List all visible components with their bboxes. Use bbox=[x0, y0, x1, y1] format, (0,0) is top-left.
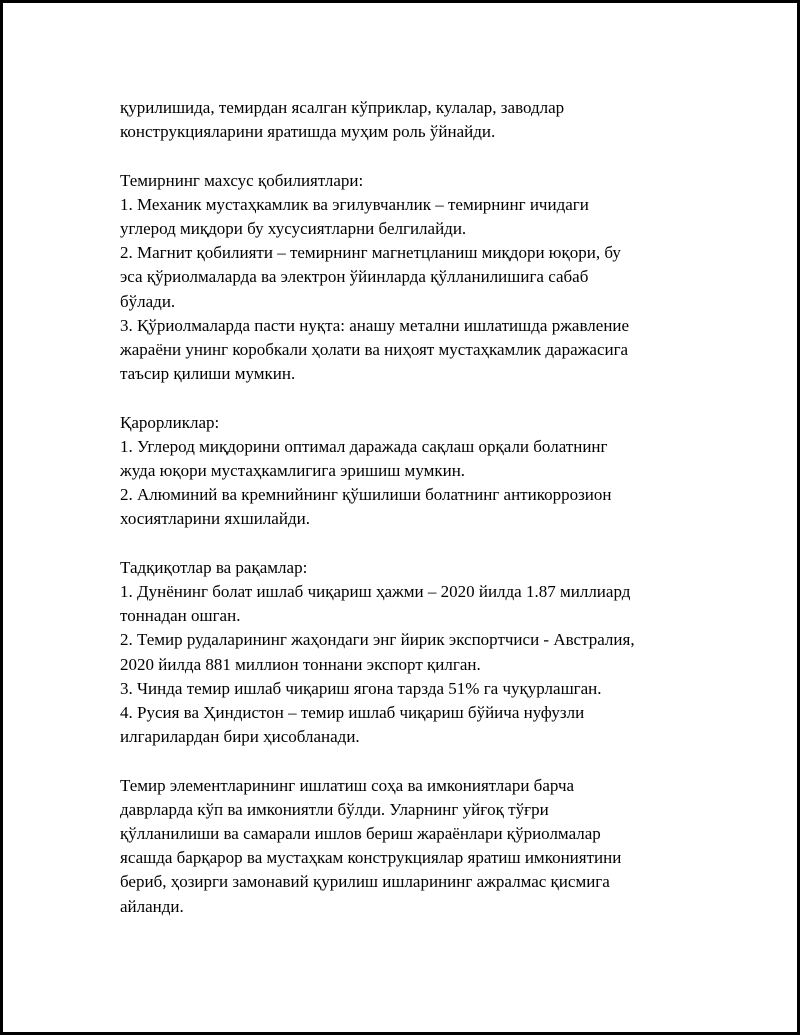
list-item-line: 3. Қўриолмаларда пасти нуқта: анашу метални ишлатишда ржавление bbox=[120, 315, 630, 335]
paragraph-special-abilities bbox=[120, 169, 700, 387]
list-item-line: жараёни унинг коробкали ҳолати ва ниҳоят мустаҳкамлик даражасига bbox=[120, 340, 629, 360]
list-item-line: 2. Магнит қобилияти – темирнинг магнетцланиш миқдори юқори, бу bbox=[120, 243, 621, 263]
text-line: конструкцияларини яратишда муҳим роль ўйнайди. bbox=[120, 122, 496, 142]
list-item-line: 1. Дунёнинг болат ишлаб чиқариш ҳажми – 2020 йилда 1.87 миллиард bbox=[120, 582, 631, 602]
list-item-line: жуда юқори мустаҳкамлигига эришиш мумкин. bbox=[120, 461, 466, 481]
text-line: қурилишида, темирдан ясалган кўприклар, кулалар, заводлар bbox=[120, 98, 565, 117]
list-item-line: 1. Механик мустаҳкамлик ва эгилувчанлик – темирнинг ичидаги bbox=[120, 194, 589, 214]
paragraph-intro bbox=[120, 96, 700, 144]
list-item-line: илгарилардан бири ҳисобланади. bbox=[120, 727, 360, 747]
list-item-line: 2020 йилда 881 миллион тоннани экспорт қилган. bbox=[120, 654, 481, 674]
section-heading: Қарорликлар: bbox=[120, 412, 220, 432]
list-item-line: 2. Алюминий ва кремнийнинг қўшилиши болатнинг антикоррозион bbox=[120, 485, 612, 505]
paragraph-research-figures bbox=[120, 556, 700, 750]
section-heading: Темирнинг махсус қобилиятлари: bbox=[120, 170, 364, 190]
list-item-line: тоннадан ошган. bbox=[120, 606, 241, 626]
text-line: Темир элементларининг ишлатиш соҳа ва имкониятлари барча bbox=[120, 775, 575, 795]
list-item-line: углерод миқдори бу хусусиятларни белгилайди. bbox=[120, 219, 467, 238]
list-item-line: эса қўриолмаларда ва электрон ўйинларда қўлланилишига сабаб bbox=[120, 267, 589, 287]
document-body bbox=[120, 96, 700, 943]
list-item-line: 4. Русия ва Ҳиндистон – темир ишлаб чиқариш бўйича нуфузли bbox=[120, 703, 585, 723]
paragraph-decisions bbox=[120, 411, 700, 532]
paragraph-conclusion bbox=[120, 774, 700, 919]
list-item-line: бўлади. bbox=[120, 291, 176, 311]
text-line: айланди. bbox=[120, 896, 184, 916]
text-line: ясашда барқарор ва мустаҳкам конструкциялар яратиш имкониятини bbox=[120, 848, 622, 868]
text-line: қўлланилиши ва самарали ишлов бериш жараёнлари қўриолмалар bbox=[120, 824, 601, 844]
list-item-line: 3. Чинда темир ишлаб чиқариш ягона тарзда 51% га чуқурлашган. bbox=[120, 678, 602, 698]
text-line: даврларда кўп ва имкониятли бўлди. Уларнинг уйғоқ тўғри bbox=[120, 799, 549, 819]
list-item-line: 1. Углерод миқдорини оптимал даражада сақлаш орқали болатнинг bbox=[120, 436, 608, 456]
list-item-line: хосиятларини яхшилайди. bbox=[120, 509, 310, 529]
section-heading: Тадқиқотлар ва рақамлар: bbox=[120, 557, 308, 577]
list-item-line: 2. Темир рудаларининг жаҳондаги энг йирик экспортчиси - Австралия, bbox=[120, 630, 635, 650]
text-line: бериб, ҳозирги замонавий қурилиш ишларининг ажралмас қисмига bbox=[120, 872, 610, 892]
list-item-line: таъсир қилиши мумкин. bbox=[120, 364, 296, 384]
